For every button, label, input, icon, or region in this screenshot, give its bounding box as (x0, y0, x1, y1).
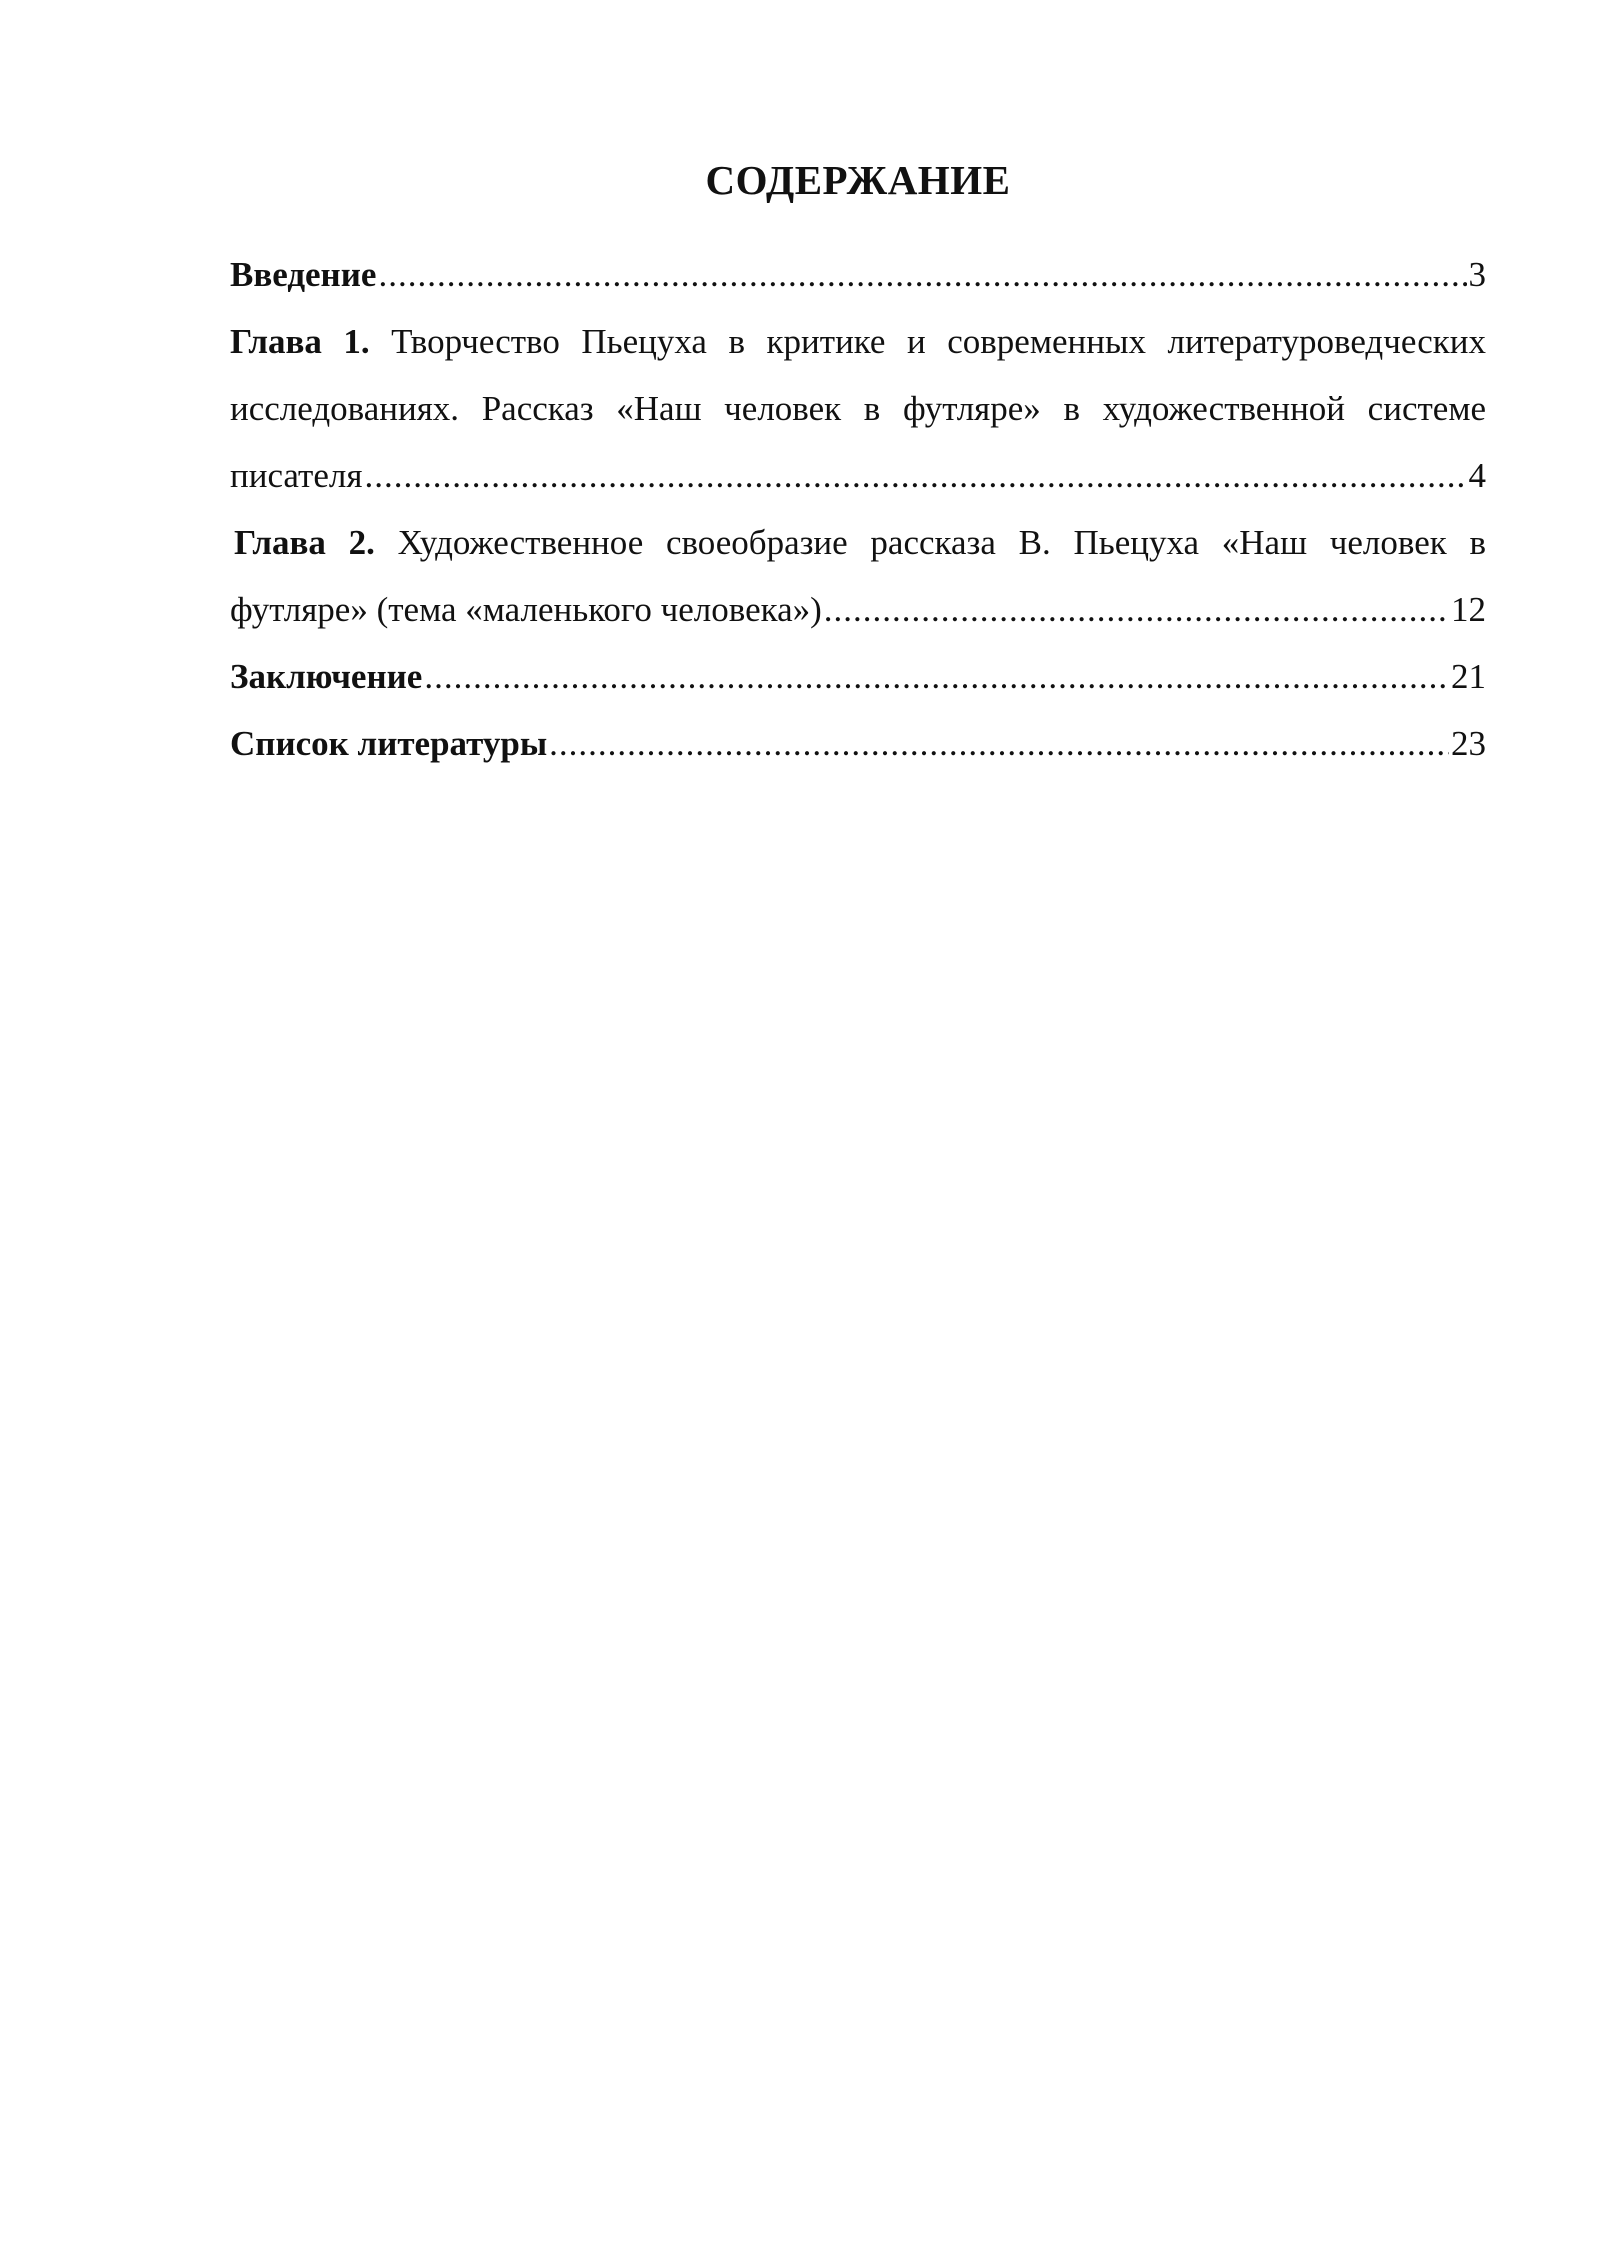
toc-page-number: 12 (1451, 590, 1486, 629)
dot-leader (549, 710, 1449, 777)
toc-page-number: 23 (1451, 724, 1486, 763)
toc-entry-chapter-2-line-2 (230, 576, 1486, 643)
toc-page-number: 21 (1451, 657, 1486, 696)
toc-entry-label: Список литературы (230, 724, 548, 763)
toc-entry-chapter-1-line-3 (230, 442, 1486, 509)
toc-entry-label: Введение (230, 255, 377, 294)
dot-leader (364, 442, 1466, 509)
page-title: СОДЕРЖАНИЕ (705, 157, 1011, 203)
dot-leader (378, 241, 1466, 308)
toc-page-number: 4 (1468, 456, 1486, 495)
toc-entry-chapter-1-line-2 (230, 375, 1486, 442)
toc-entry-conclusion[interactable] (230, 643, 1486, 710)
table-of-contents (230, 241, 1486, 777)
toc-entry-text: писателя (230, 456, 363, 495)
dot-leader (824, 576, 1449, 643)
dot-leader (424, 643, 1449, 710)
toc-entry-label: Заключение (230, 657, 423, 696)
toc-entry-text: исследованиях. Рассказ «Наш человек в футляре» в художественной системе (230, 389, 1486, 428)
toc-entry-label: Глава 2. (234, 523, 398, 562)
toc-entry-label: Глава 1. (230, 322, 392, 361)
toc-entry-chapter-1-line-1[interactable] (230, 308, 1486, 375)
toc-entry-text: Художественное своеобразие рассказа В. Пьецуха «Наш человек в (397, 523, 1486, 562)
toc-page-number: 3 (1468, 255, 1486, 294)
toc-entry-text: Творчество Пьецуха в критике и современных литературоведческих (391, 322, 1486, 361)
toc-entry-bibliography[interactable] (230, 710, 1486, 777)
toc-entry-introduction[interactable] (230, 241, 1486, 308)
toc-entry-chapter-2-line-1[interactable] (230, 509, 1486, 576)
toc-entry-text: футляре» (тема «маленького человека») (230, 590, 822, 629)
